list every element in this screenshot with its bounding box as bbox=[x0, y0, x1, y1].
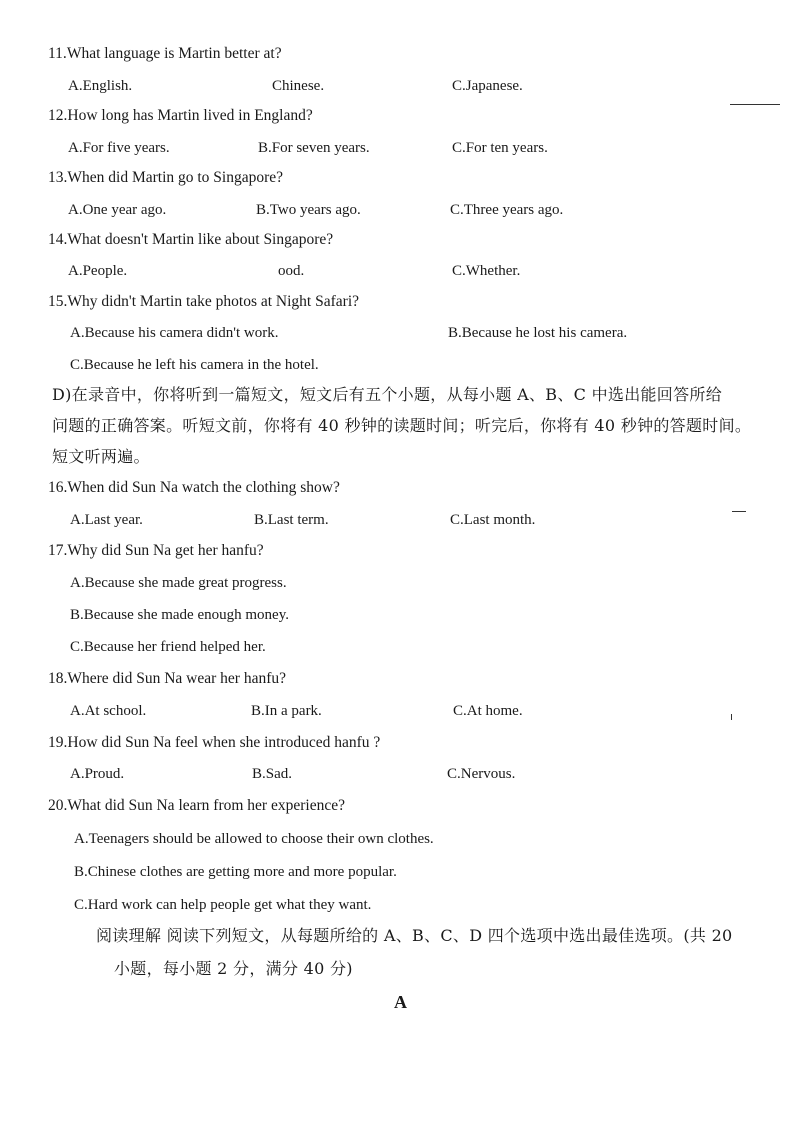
option-a[interactable]: A.Because she made great progress. bbox=[70, 575, 287, 591]
option-a[interactable]: A.Proud. bbox=[70, 766, 125, 782]
reading-instruction-line2: 小题，每小题 2 分，满分 40 分) bbox=[114, 959, 353, 978]
scan-mark bbox=[732, 511, 746, 512]
reading-instruction-line1: 阅读理解 阅读下列短文，从每题所给的 A、B、C、D 四个选项中选出最佳选项。(共 20 bbox=[96, 926, 733, 945]
question-20: 20.What did Sun Na learn from her experience? bbox=[48, 797, 345, 814]
question-17: 17.Why did Sun Na get her hanfu? bbox=[48, 542, 264, 559]
option-b[interactable]: B.Last term. bbox=[254, 512, 329, 528]
option-a[interactable]: A.People. bbox=[68, 263, 128, 279]
question-11: 11.What language is Martin better at? bbox=[48, 45, 282, 62]
question-15: 15.Why didn't Martin take photos at Night Safari? bbox=[48, 293, 360, 310]
option-a[interactable]: A.Teenagers should be allowed to choose their own clothes. bbox=[74, 831, 434, 847]
option-c[interactable]: C.Japanese. bbox=[452, 78, 523, 94]
section-d-instruction-line3: 短文听两遍。 bbox=[52, 447, 150, 466]
option-b[interactable]: Chinese. bbox=[272, 78, 325, 94]
option-c[interactable]: C.Whether. bbox=[452, 263, 521, 279]
option-b[interactable]: B.Because he lost his camera. bbox=[448, 325, 628, 341]
option-a[interactable]: A.At school. bbox=[70, 703, 147, 719]
option-c[interactable]: C.At home. bbox=[453, 703, 523, 719]
option-c[interactable]: C.Last month. bbox=[450, 512, 536, 528]
option-c[interactable]: C.Hard work can help people get what they want. bbox=[74, 897, 372, 913]
question-12: 12.How long has Martin lived in England? bbox=[48, 107, 313, 124]
option-a[interactable]: A.English. bbox=[68, 78, 133, 94]
section-d-instruction-line1: D)在录音中，你将听到一篇短文，短文后有五个小题，从每小题 A、B、C 中选出能回答所给 bbox=[52, 385, 722, 404]
scan-mark bbox=[731, 714, 732, 720]
option-b[interactable]: B.Chinese clothes are getting more and more popular. bbox=[74, 864, 397, 880]
option-b[interactable]: B.Because she made enough money. bbox=[70, 607, 289, 623]
scan-mark bbox=[730, 104, 780, 105]
option-c[interactable]: C.Nervous. bbox=[447, 766, 516, 782]
option-a[interactable]: A.Because his camera didn't work. bbox=[70, 325, 279, 341]
question-13: 13.When did Martin go to Singapore? bbox=[48, 169, 284, 186]
option-b[interactable]: B.For seven years. bbox=[258, 140, 370, 156]
option-b[interactable]: B.In a park. bbox=[251, 703, 322, 719]
passage-label: A bbox=[394, 992, 407, 1012]
question-14: 14.What doesn't Martin like about Singapore? bbox=[48, 231, 334, 248]
option-a[interactable]: A.For five years. bbox=[68, 140, 170, 156]
option-b[interactable]: ood. bbox=[278, 263, 305, 279]
option-c[interactable]: C.For ten years. bbox=[452, 140, 548, 156]
question-19: 19.How did Sun Na feel when she introduced hanfu ? bbox=[48, 734, 381, 751]
option-c[interactable]: C.Because her friend helped her. bbox=[70, 639, 266, 655]
question-18: 18.Where did Sun Na wear her hanfu? bbox=[48, 670, 287, 687]
option-b[interactable]: B.Two years ago. bbox=[256, 202, 361, 218]
option-a[interactable]: A.One year ago. bbox=[68, 202, 167, 218]
option-c[interactable]: C.Because he left his camera in the hotel. bbox=[70, 357, 319, 373]
section-d-instruction-line2: 问题的正确答案。听短文前，你将有 40 秒钟的读题时间；听完后，你将有 40 秒钟的答题时间。 bbox=[52, 416, 752, 435]
question-16: 16.When did Sun Na watch the clothing show? bbox=[48, 479, 340, 496]
option-c[interactable]: C.Three years ago. bbox=[450, 202, 564, 218]
option-b[interactable]: B.Sad. bbox=[252, 766, 293, 782]
option-a[interactable]: A.Last year. bbox=[70, 512, 143, 528]
